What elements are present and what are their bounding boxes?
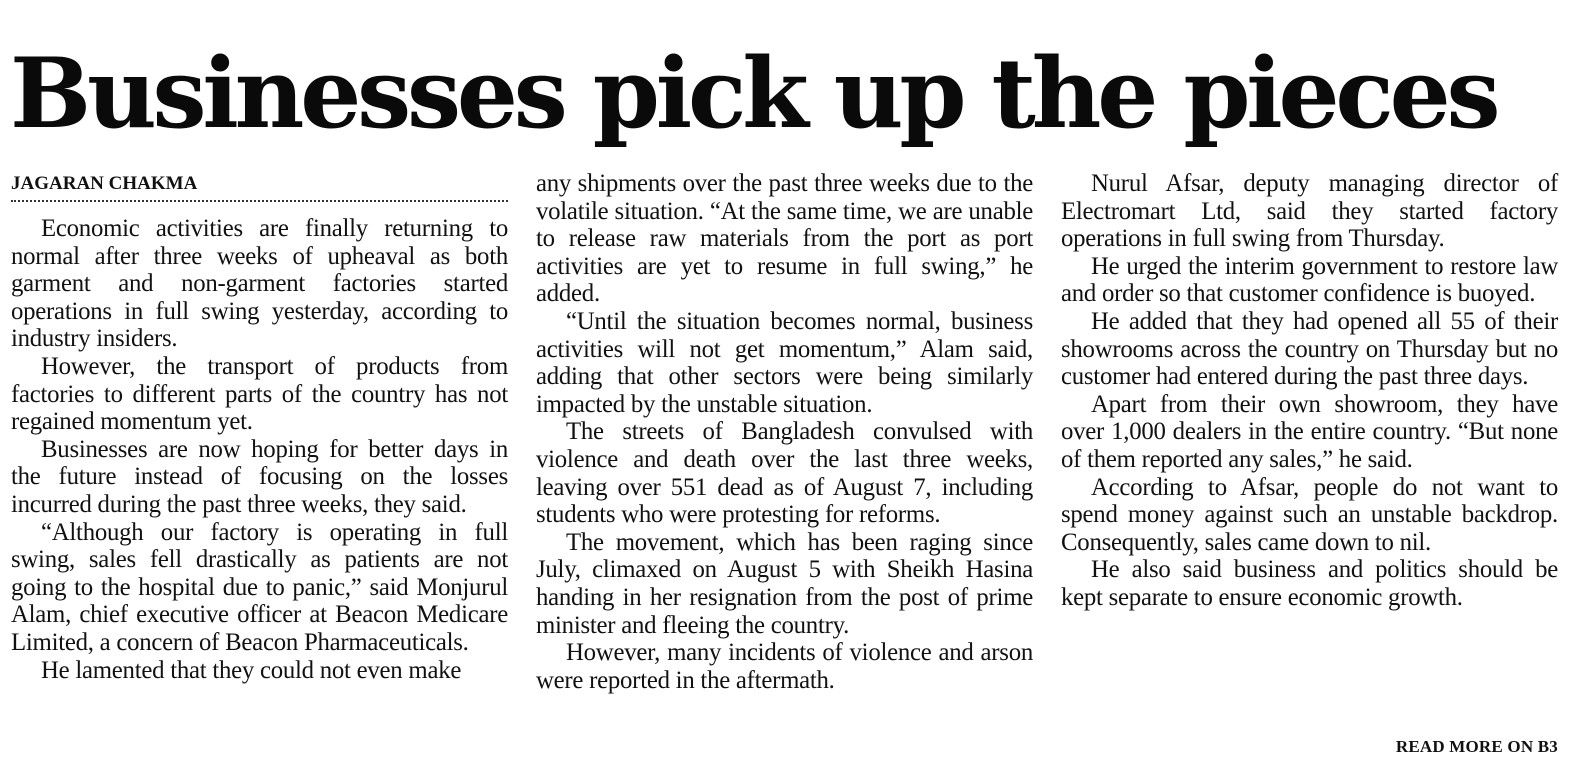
byline: JAGARAN CHAKMA — [11, 170, 508, 202]
headline: Businesses pick up the pieces — [10, 37, 1497, 150]
paragraph: He added that they had opened all 55 of their showrooms across the country on Thursday but no customer had entered during the past three days. — [1061, 307, 1558, 391]
paragraph: “Although our factory is operating in full swing, sales fell drastically as patients are not going to the hospital due to panic,” said Monjurul Alam, chief executive officer at Beacon Medicare Limited, a concern of Beacon Pharmaceuticals. — [11, 518, 508, 656]
paragraph: any shipments over the past three weeks due to the volatile situation. “At the same time, we are unable to release raw materials from the port as port activities are yet to resume in full swing,” he added. — [536, 170, 1033, 308]
paragraph: Apart from their own showroom, they have over 1,000 dealers in the entire country. “But none of them reported any sales,” he said. — [1061, 390, 1558, 473]
paragraph: The streets of Bangladesh convulsed with violence and death over the last three weeks, leaving over 551 dead as of August 7, including students who were protesting for reforms. — [536, 418, 1033, 529]
article-column-3 — [1061, 170, 1558, 612]
paragraph: However, the transport of products from factories to different parts of the country has not regained momentum yet. — [11, 352, 508, 436]
article-column-2 — [536, 170, 1033, 694]
paragraph: Nurul Afsar, deputy managing director of Electromart Ltd, said they started factory operations in full swing from Thursday. — [1061, 170, 1558, 253]
paragraph: He urged the interim government to restore law and order so that customer confidence is buoyed. — [1061, 252, 1558, 308]
paragraph: According to Afsar, people do not want to spend money against such an unstable backdrop. Consequently, sales came down to nil. — [1061, 473, 1558, 556]
paragraph: However, many incidents of violence and arson were reported in the aftermath. — [536, 639, 1033, 694]
paragraph: Businesses are now hoping for better days in the future instead of focusing on the losses incurred during the past three weeks, they said. — [11, 435, 508, 518]
paragraph: He lamented that they could not even make — [41, 656, 462, 684]
paragraph: Economic activities are finally returning to normal after three weeks of upheaval as both garment and non-garment factories started operations in full swing yesterday, according to industry insiders. — [11, 215, 508, 353]
read-more-link[interactable]: READ MORE ON B3 — [1395, 737, 1558, 756]
paragraph: He also said business and politics should be kept separate to ensure economic growth. — [1061, 556, 1558, 611]
paragraph: The movement, which has been raging since July, climaxed on August 5 with Sheikh Hasina handing in her resignation from the post of prime minister and fleeing the country. — [536, 528, 1033, 639]
article-column-1 — [11, 170, 508, 684]
paragraph: “Until the situation becomes normal, business activities will not get momentum,” Alam said, adding that other sectors were being similarly impacted by the unstable situation. — [536, 307, 1033, 418]
